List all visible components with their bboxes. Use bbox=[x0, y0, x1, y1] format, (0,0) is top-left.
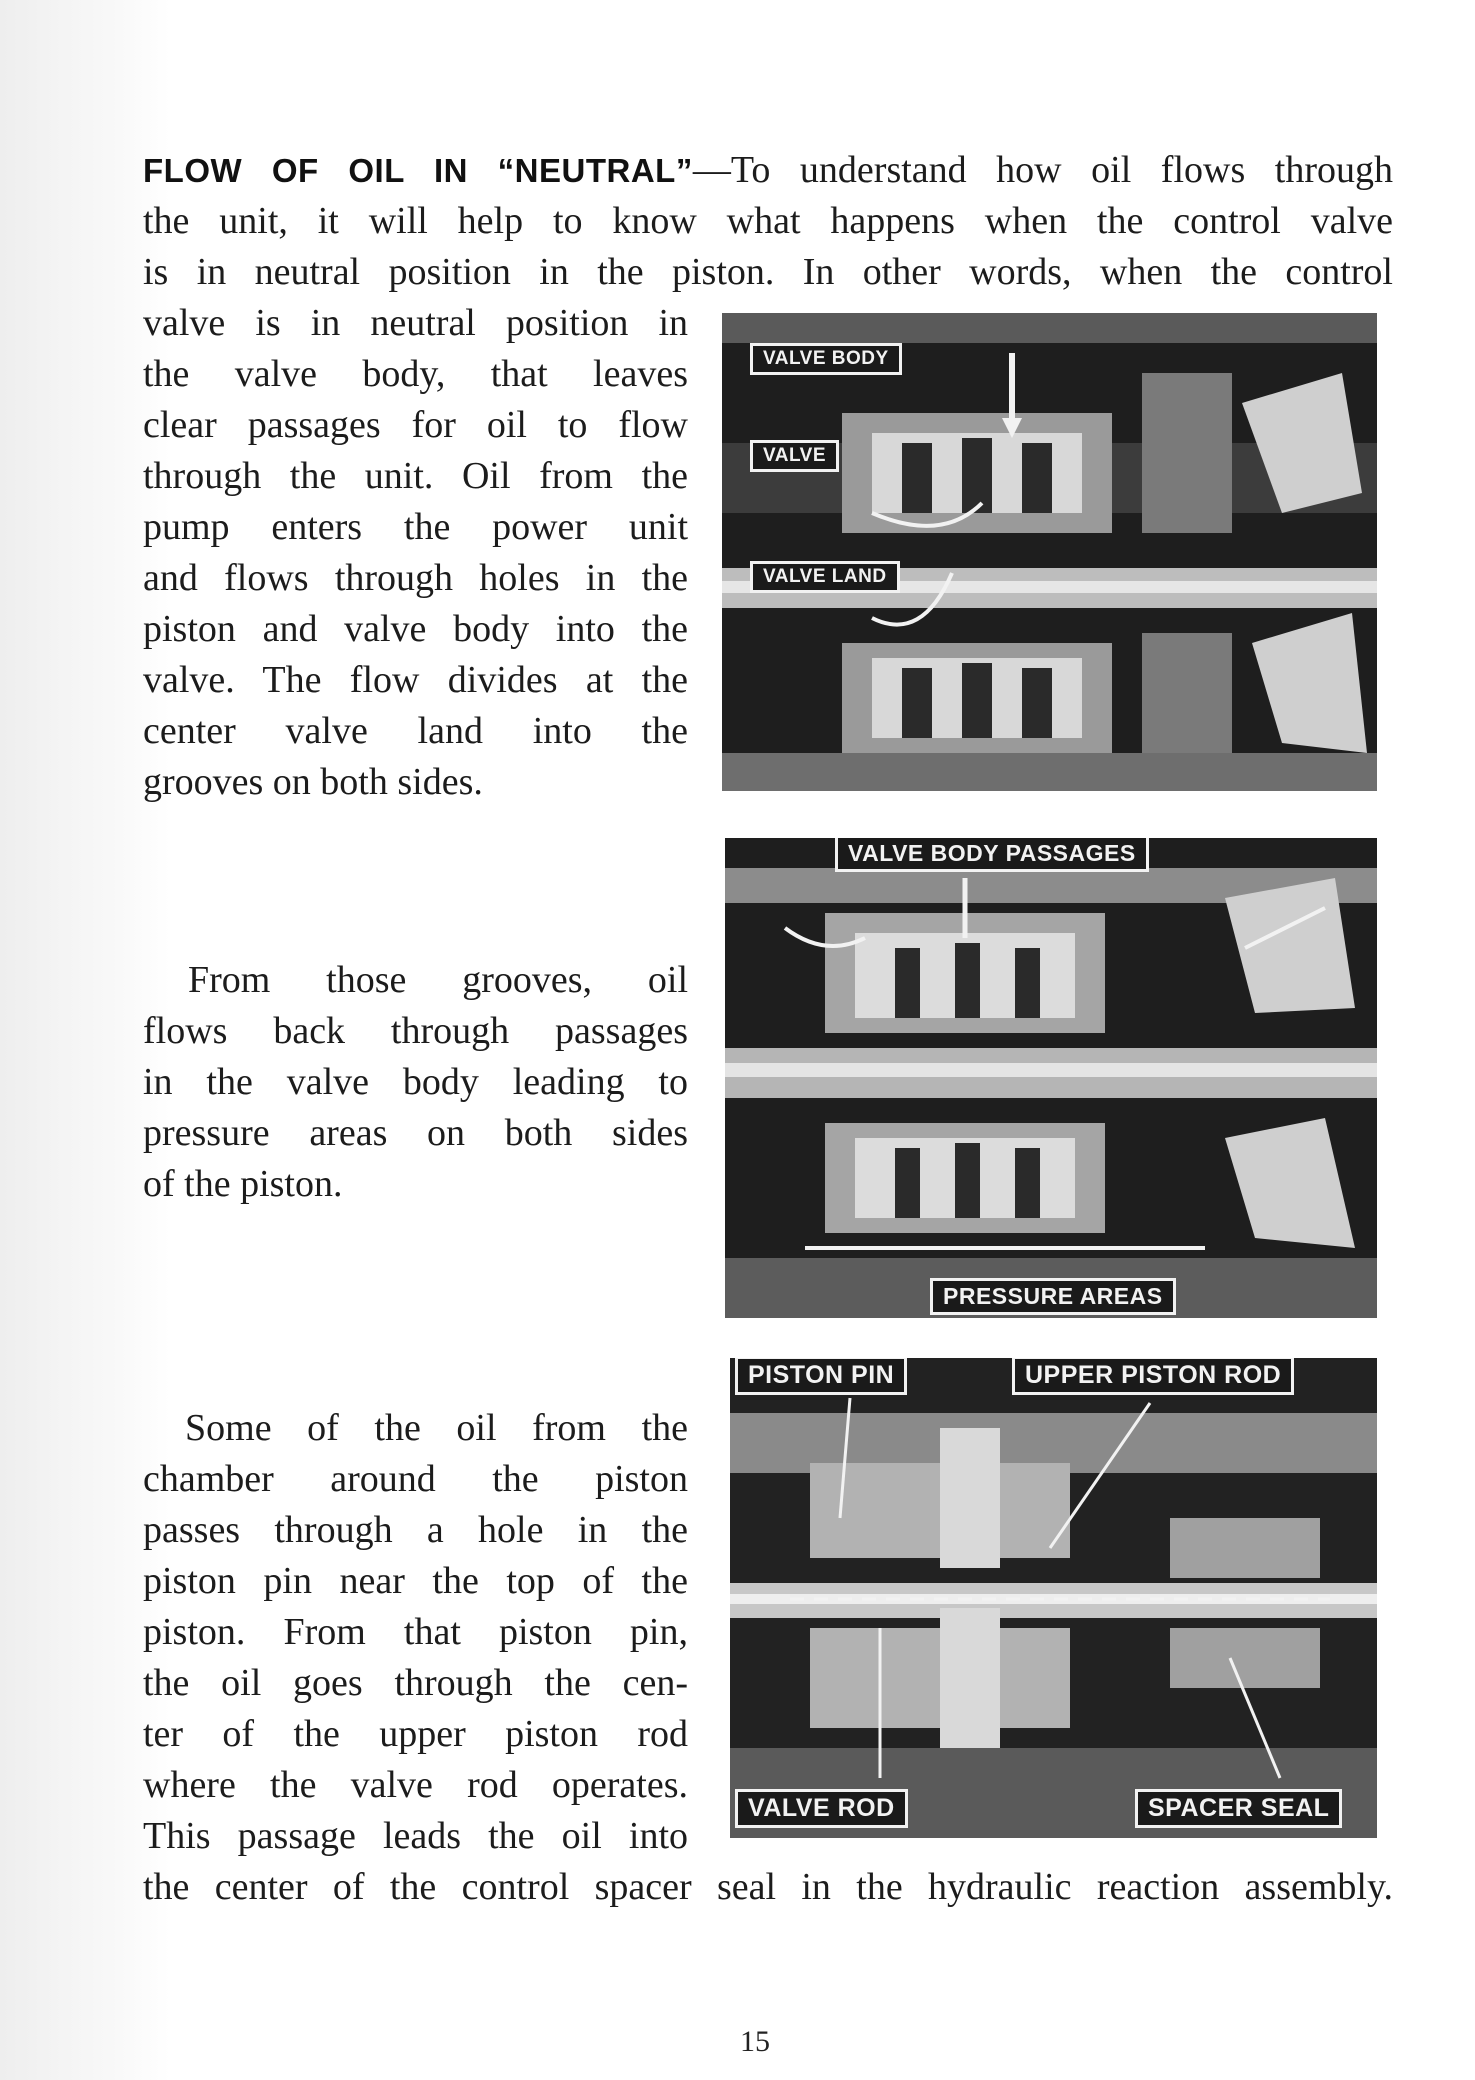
intro-line: is in neutral position in the piston. In other words, when the control bbox=[143, 251, 1393, 293]
valve-neutral-illustration bbox=[722, 313, 1377, 791]
valve-rod-label: VALVE ROD bbox=[735, 1789, 908, 1828]
page-number: 15 bbox=[740, 2025, 770, 2058]
intro-lead-text: —To understand how oil flows through bbox=[692, 149, 1393, 191]
intro-wrap-line: valve is in neutral position in bbox=[143, 302, 688, 344]
passages-line: in the valve body leading to bbox=[143, 1061, 688, 1103]
spacer-seal-label: SPACER SEAL bbox=[1135, 1789, 1342, 1828]
piston-rod-drawing bbox=[730, 1358, 1377, 1838]
intro-wrap-line: pump enters the power unit bbox=[143, 506, 688, 548]
pressure-areas-label: PRESSURE AREAS bbox=[930, 1278, 1176, 1315]
passages-line: of the piston. bbox=[143, 1163, 343, 1205]
piston-pin-line: This passage leads the oil into bbox=[143, 1815, 688, 1857]
section-heading: FLOW OF OIL IN “NEUTRAL” bbox=[143, 152, 693, 189]
piston-pin-label: PISTON PIN bbox=[735, 1358, 907, 1395]
intro-wrap-line: valve. The flow divides at the bbox=[143, 659, 688, 701]
passages-line: pressure areas on both sides bbox=[143, 1112, 688, 1154]
upper-piston-rod-label: UPPER PISTON ROD bbox=[1012, 1358, 1294, 1395]
intro-wrap-line: piston and valve body into the bbox=[143, 608, 688, 650]
final-line: the center of the control spacer seal in the hydraulic reaction assembly. bbox=[143, 1866, 1393, 1908]
intro-wrap-line: and flows through holes in the bbox=[143, 557, 688, 599]
passages-paragraph bbox=[143, 955, 688, 1210]
passages-line: From those grooves, oil bbox=[188, 959, 688, 1001]
passages-drawing bbox=[725, 838, 1377, 1318]
piston-rod-illustration bbox=[730, 1358, 1377, 1838]
final-line-wrapper bbox=[143, 1862, 1393, 1913]
intro-paragraph bbox=[143, 145, 1393, 298]
piston-pin-paragraph bbox=[143, 1403, 688, 1862]
piston-pin-line: the oil goes through the cen- bbox=[143, 1662, 688, 1704]
valve-label: VALVE bbox=[750, 440, 839, 472]
intro-wrap-line: grooves on both sides. bbox=[143, 761, 483, 803]
intro-wrap-line: the valve body, that leaves bbox=[143, 353, 688, 395]
piston-pin-line: passes through a hole in the bbox=[143, 1509, 688, 1551]
valve-body-label: VALVE BODY bbox=[750, 343, 902, 375]
intro-first-line bbox=[143, 145, 1393, 196]
piston-pin-line: chamber around the piston bbox=[143, 1458, 688, 1500]
valve-body-passages-illustration bbox=[725, 838, 1377, 1318]
valve-land-label: VALVE LAND bbox=[750, 561, 900, 593]
piston-pin-line: ter of the upper piston rod bbox=[143, 1713, 688, 1755]
intro-wrap-paragraph bbox=[143, 298, 688, 808]
piston-pin-line: piston pin near the top of the bbox=[143, 1560, 688, 1602]
intro-line: the unit, it will help to know what happens when the control valve bbox=[143, 200, 1393, 242]
intro-wrap-line: clear passages for oil to flow bbox=[143, 404, 688, 446]
intro-wrap-line: through the unit. Oil from the bbox=[143, 455, 688, 497]
valve-body-passages-label: VALVE BODY PASSAGES bbox=[835, 838, 1149, 872]
passages-line: flows back through passages bbox=[143, 1010, 688, 1052]
intro-wrap-line: center valve land into the bbox=[143, 710, 688, 752]
valve-neutral-drawing bbox=[722, 313, 1377, 791]
piston-pin-line: piston. From that piston pin, bbox=[143, 1611, 688, 1653]
piston-pin-line: where the valve rod operates. bbox=[143, 1764, 688, 1806]
piston-pin-line: Some of the oil from the bbox=[185, 1407, 688, 1449]
